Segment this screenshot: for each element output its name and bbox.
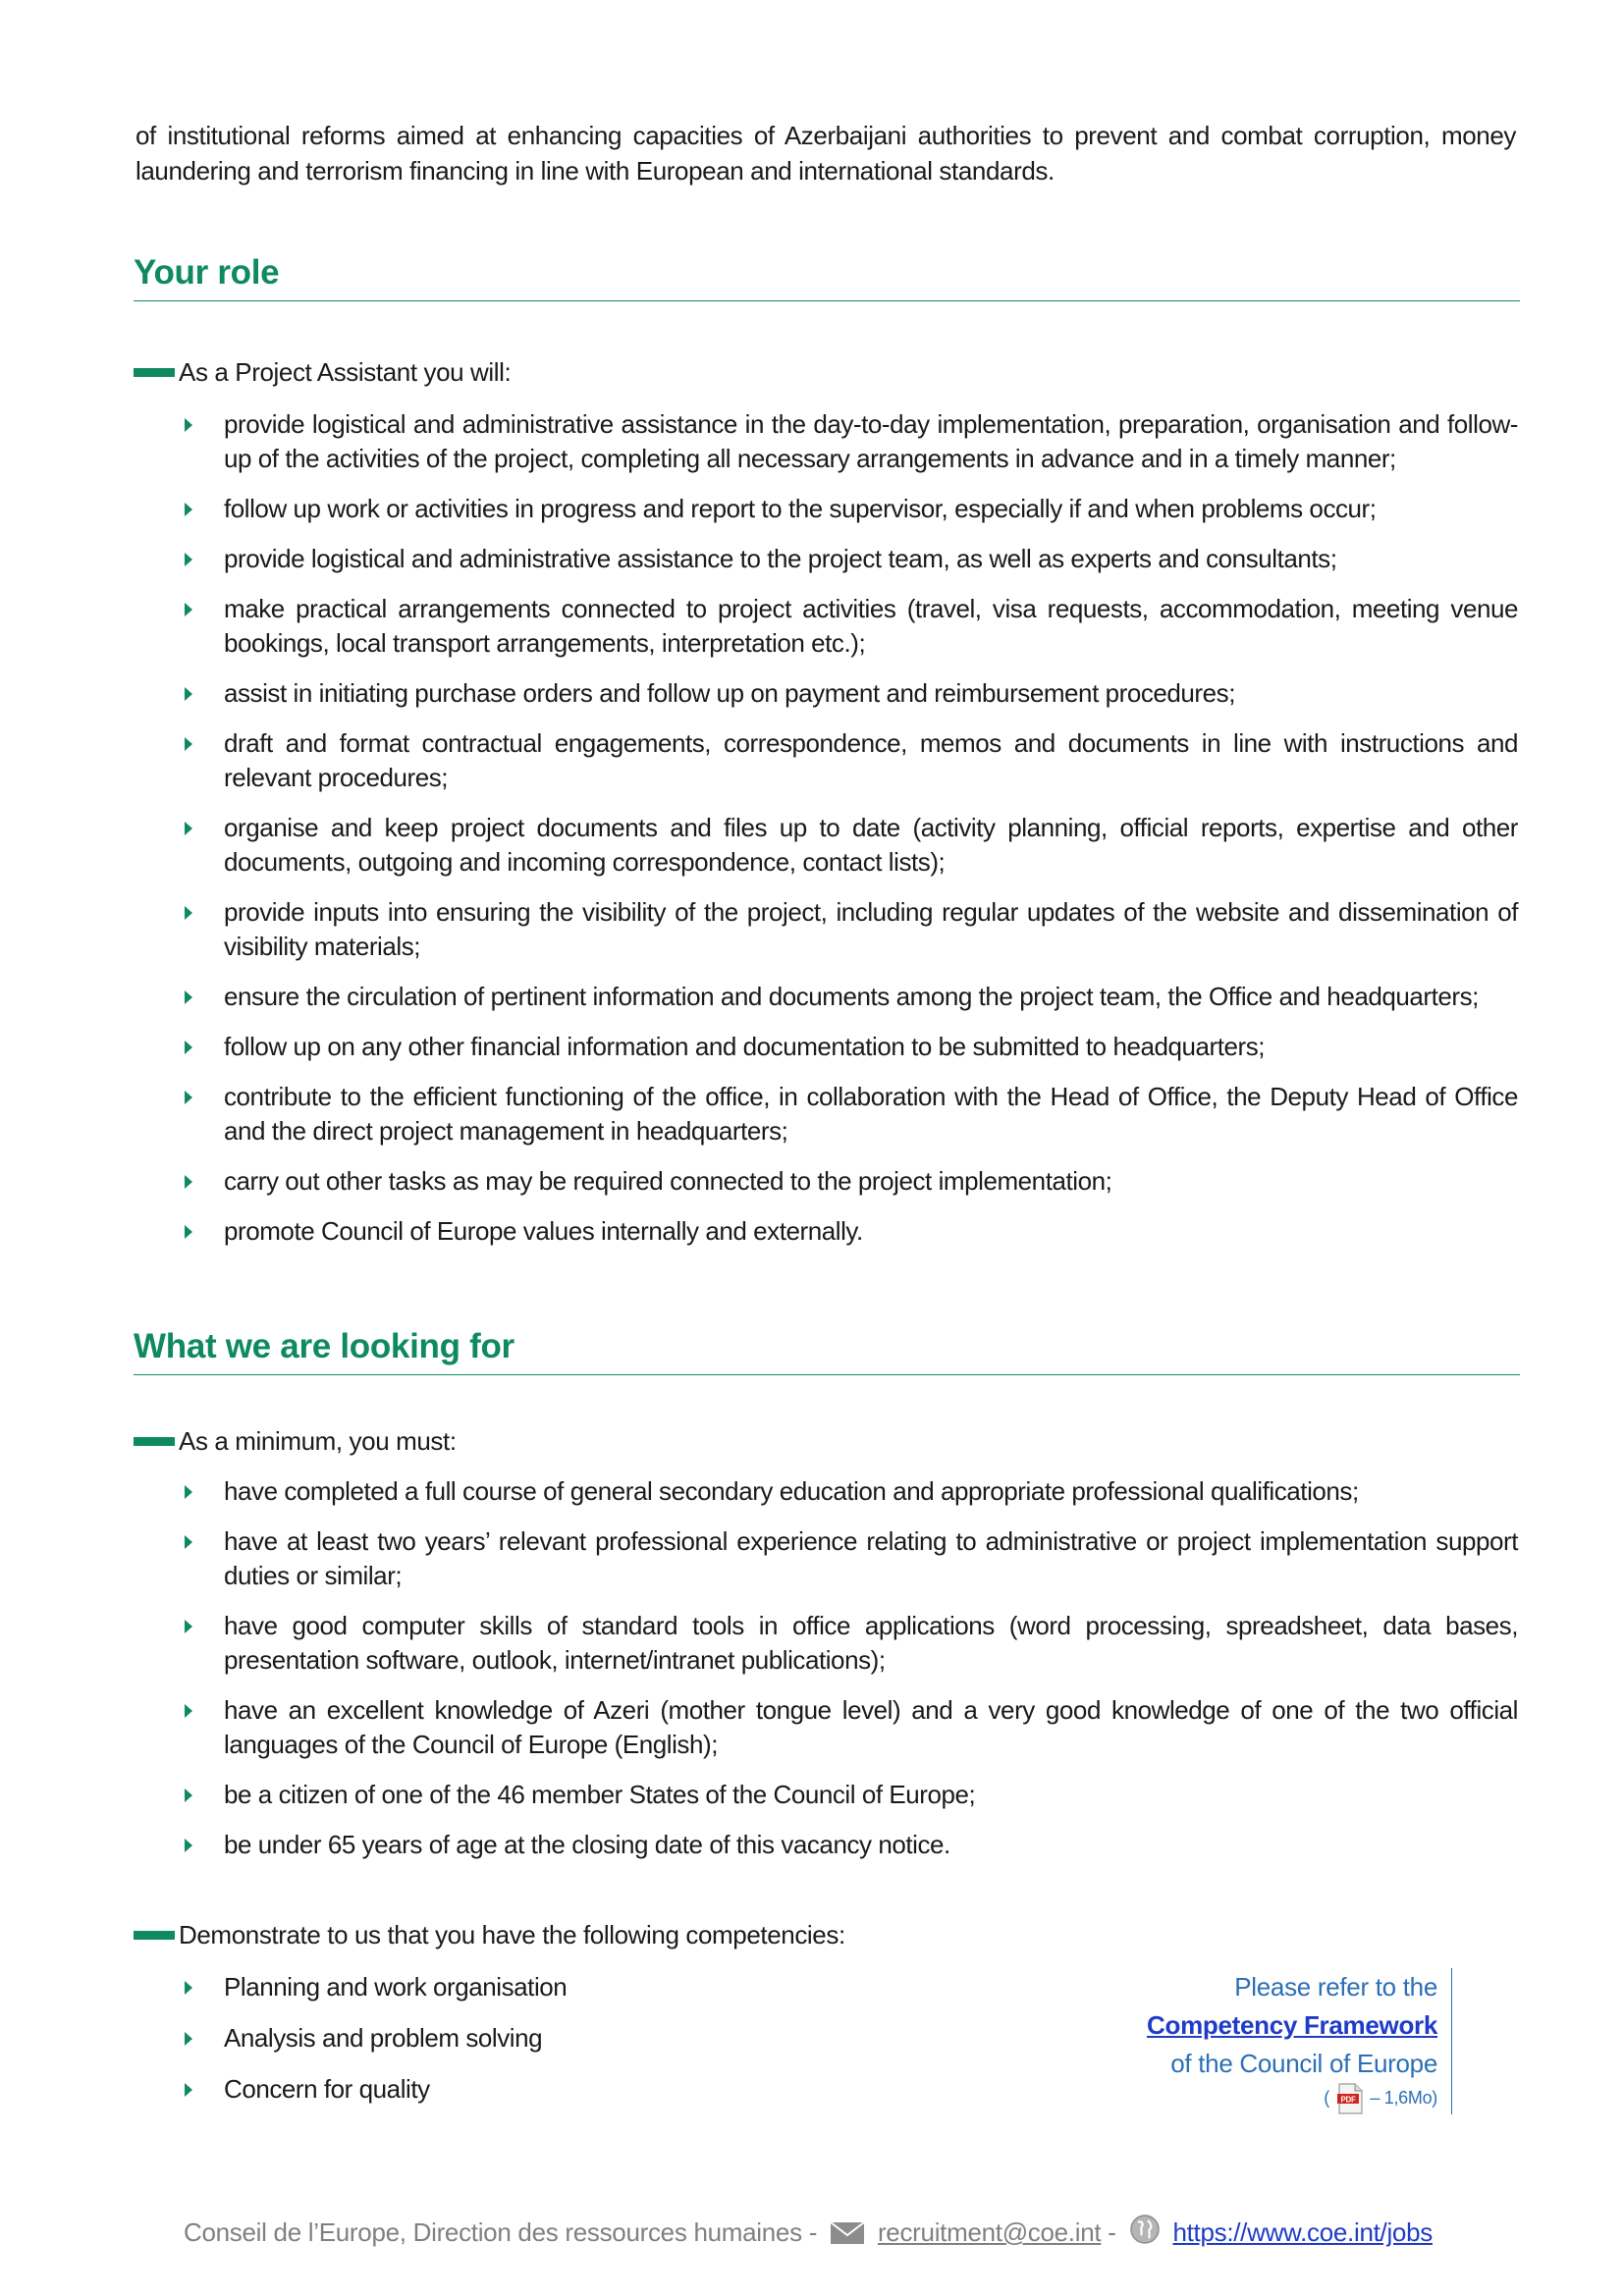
- svg-text:PDF: PDF: [1340, 2095, 1356, 2105]
- list-item-text: follow up on any other financial information and documentation to be submitted to headquarters;: [224, 1032, 1266, 1061]
- arrow-bullet-icon: [185, 1620, 192, 1633]
- list-item-text: organise and keep project documents and files up to date (activity planning, official reports, expertise and other documents, outgoing and incoming correspondence, contact lists);: [224, 813, 1518, 877]
- list-item-text: Planning and work organisation: [224, 1972, 568, 2002]
- arrow-bullet-icon: [185, 1225, 192, 1239]
- arrow-bullet-icon: [185, 737, 192, 751]
- refbox-line3: of the Council of Europe: [1170, 2049, 1437, 2078]
- list-item: [183, 726, 1518, 795]
- list-item-text: follow up work or activities in progress and report to the supervisor, especially if and when problems occur;: [224, 494, 1377, 523]
- list-item: [183, 1214, 1518, 1249]
- role-lead: [134, 356, 511, 388]
- jobs-website-link[interactable]: https://www.coe.int/jobs: [1172, 2217, 1433, 2247]
- list-item: [183, 895, 1518, 964]
- list-item: [183, 1828, 1518, 1862]
- list-item: [183, 2021, 1066, 2056]
- arrow-bullet-icon: [185, 603, 192, 616]
- role-list: [183, 407, 1518, 1264]
- arrow-bullet-icon: [185, 1535, 192, 1549]
- bullet-bar-icon: [134, 368, 175, 377]
- competency-framework-box: [1080, 1968, 1452, 2114]
- list-item-text: make practical arrangements connected to project activities (travel, visa requests, accommodation, meeting venue bookings, local transport arrangements, interpretation etc.);: [224, 594, 1518, 658]
- list-item: [183, 1474, 1518, 1509]
- arrow-bullet-icon: [185, 1981, 192, 1995]
- list-item: [183, 542, 1518, 576]
- list-item: [183, 592, 1518, 661]
- arrow-bullet-icon: [185, 906, 192, 920]
- globe-icon: [1129, 2214, 1161, 2254]
- list-item-text: Concern for quality: [224, 2074, 430, 2104]
- role-lead-text: As a Project Assistant you will:: [179, 357, 512, 387]
- list-item-text: contribute to the efficient functioning of the office, in collaboration with the Head of Office, the Deputy Head of Office and the direct project management in headquarters;: [224, 1082, 1518, 1146]
- arrow-bullet-icon: [185, 1485, 192, 1499]
- arrow-bullet-icon: [185, 1704, 192, 1718]
- list-item: [183, 676, 1518, 711]
- arrow-bullet-icon: [185, 418, 192, 432]
- competencies-list: [183, 1970, 1066, 2123]
- list-item-text: promote Council of Europe values internally and externally.: [224, 1216, 863, 1246]
- list-item: [183, 811, 1518, 880]
- competencies-lead: [134, 1919, 845, 1950]
- list-item: [183, 1970, 1066, 2004]
- list-item-text: be a citizen of one of the 46 member States of the Council of Europe;: [224, 1780, 976, 1809]
- pdf-icon[interactable]: [1336, 2083, 1364, 2114]
- arrow-bullet-icon: [185, 2083, 192, 2097]
- bullet-bar-icon: [134, 1931, 175, 1940]
- list-item-text: have at least two years’ relevant professional experience relating to administrative or project implementation support duties or similar;: [224, 1526, 1518, 1590]
- list-item-text: provide logistical and administrative assistance to the project team, as well as experts and consultants;: [224, 544, 1337, 573]
- list-item-text: provide logistical and administrative assistance in the day-to-day implementation, preparation, organisation and follow-up of the activities of the project, completing all necessary arrangements in advance and in a timely manner;: [224, 409, 1518, 473]
- list-item-text: have completed a full course of general secondary education and appropriate professional qualifications;: [224, 1476, 1359, 1506]
- competency-framework-link[interactable]: Competency Framework: [1147, 2010, 1437, 2040]
- competencies-lead-text: Demonstrate to us that you have the following competencies:: [179, 1920, 845, 1949]
- intro-paragraph: of institutional reforms aimed at enhancing capacities of Azerbaijani authorities to prevent and combat corruption, money laundering and terrorism financing in line with European and international standards.: [135, 121, 1516, 186]
- list-item-text: draft and format contractual engagements, correspondence, memos and documents in line with instructions and relevant procedures;: [224, 728, 1518, 792]
- arrow-bullet-icon: [185, 822, 192, 835]
- list-item: [183, 1080, 1518, 1148]
- minimum-lead-text: As a minimum, you must:: [179, 1426, 457, 1456]
- list-item-text: be under 65 years of age at the closing date of this vacancy notice.: [224, 1830, 950, 1859]
- recruitment-email-link[interactable]: recruitment@coe.int: [877, 2217, 1102, 2247]
- list-item: [183, 2072, 1066, 2107]
- list-item: [183, 980, 1518, 1014]
- list-item-text: carry out other tasks as may be required connected to the project implementation;: [224, 1166, 1112, 1196]
- refbox-file-info: [1080, 2083, 1437, 2114]
- list-item: [183, 1609, 1518, 1678]
- list-item-text: Analysis and problem solving: [224, 2023, 543, 2053]
- list-item-text: provide inputs into ensuring the visibility of the project, including regular updates of the website and dissemination of visibility materials;: [224, 897, 1518, 961]
- list-item-text: ensure the circulation of pertinent information and documents among the project team, the Office and headquarters;: [224, 982, 1479, 1011]
- list-item: [183, 1693, 1518, 1762]
- list-item: [183, 492, 1518, 526]
- arrow-bullet-icon: [185, 1091, 192, 1104]
- section-title-looking-for: What we are looking for: [134, 1327, 1520, 1375]
- list-item-text: have good computer skills of standard tools in office applications (word processing, spreadsheet, data bases, presentation software, outlook, internet/intranet publications);: [224, 1611, 1518, 1675]
- minimum-lead: [134, 1425, 457, 1457]
- footer-separator: -: [1108, 2217, 1116, 2247]
- list-item: [183, 1030, 1518, 1064]
- refbox-line1: Please refer to the: [1234, 1972, 1437, 2002]
- refbox-file-size: – 1,6Mo): [1370, 2088, 1437, 2108]
- arrow-bullet-icon: [185, 1839, 192, 1852]
- arrow-bullet-icon: [185, 1175, 192, 1189]
- arrow-bullet-icon: [185, 1041, 192, 1054]
- list-item: [183, 407, 1518, 476]
- list-item: [183, 1778, 1518, 1812]
- arrow-bullet-icon: [185, 2032, 192, 2046]
- arrow-bullet-icon: [185, 687, 192, 701]
- list-item: [183, 1164, 1518, 1199]
- footer-org: Conseil de l’Europe, Direction des ressources humaines -: [184, 2217, 818, 2247]
- list-item-text: have an excellent knowledge of Azeri (mother tongue level) and a very good knowledge of one of the two official languages of the Council of Europe (English);: [224, 1695, 1518, 1759]
- arrow-bullet-icon: [185, 1789, 192, 1802]
- section-title-your-role: Your role: [134, 253, 1520, 301]
- requirements-list: [183, 1474, 1518, 1878]
- list-item-text: assist in initiating purchase orders and follow up on payment and reimbursement procedures;: [224, 678, 1235, 708]
- arrow-bullet-icon: [185, 553, 192, 566]
- refbox-open-paren: (: [1324, 2088, 1329, 2108]
- envelope-icon: [830, 2218, 865, 2254]
- arrow-bullet-icon: [185, 503, 192, 516]
- bullet-bar-icon: [134, 1437, 175, 1446]
- arrow-bullet-icon: [185, 990, 192, 1004]
- page-footer: [184, 2214, 1433, 2254]
- list-item: [183, 1524, 1518, 1593]
